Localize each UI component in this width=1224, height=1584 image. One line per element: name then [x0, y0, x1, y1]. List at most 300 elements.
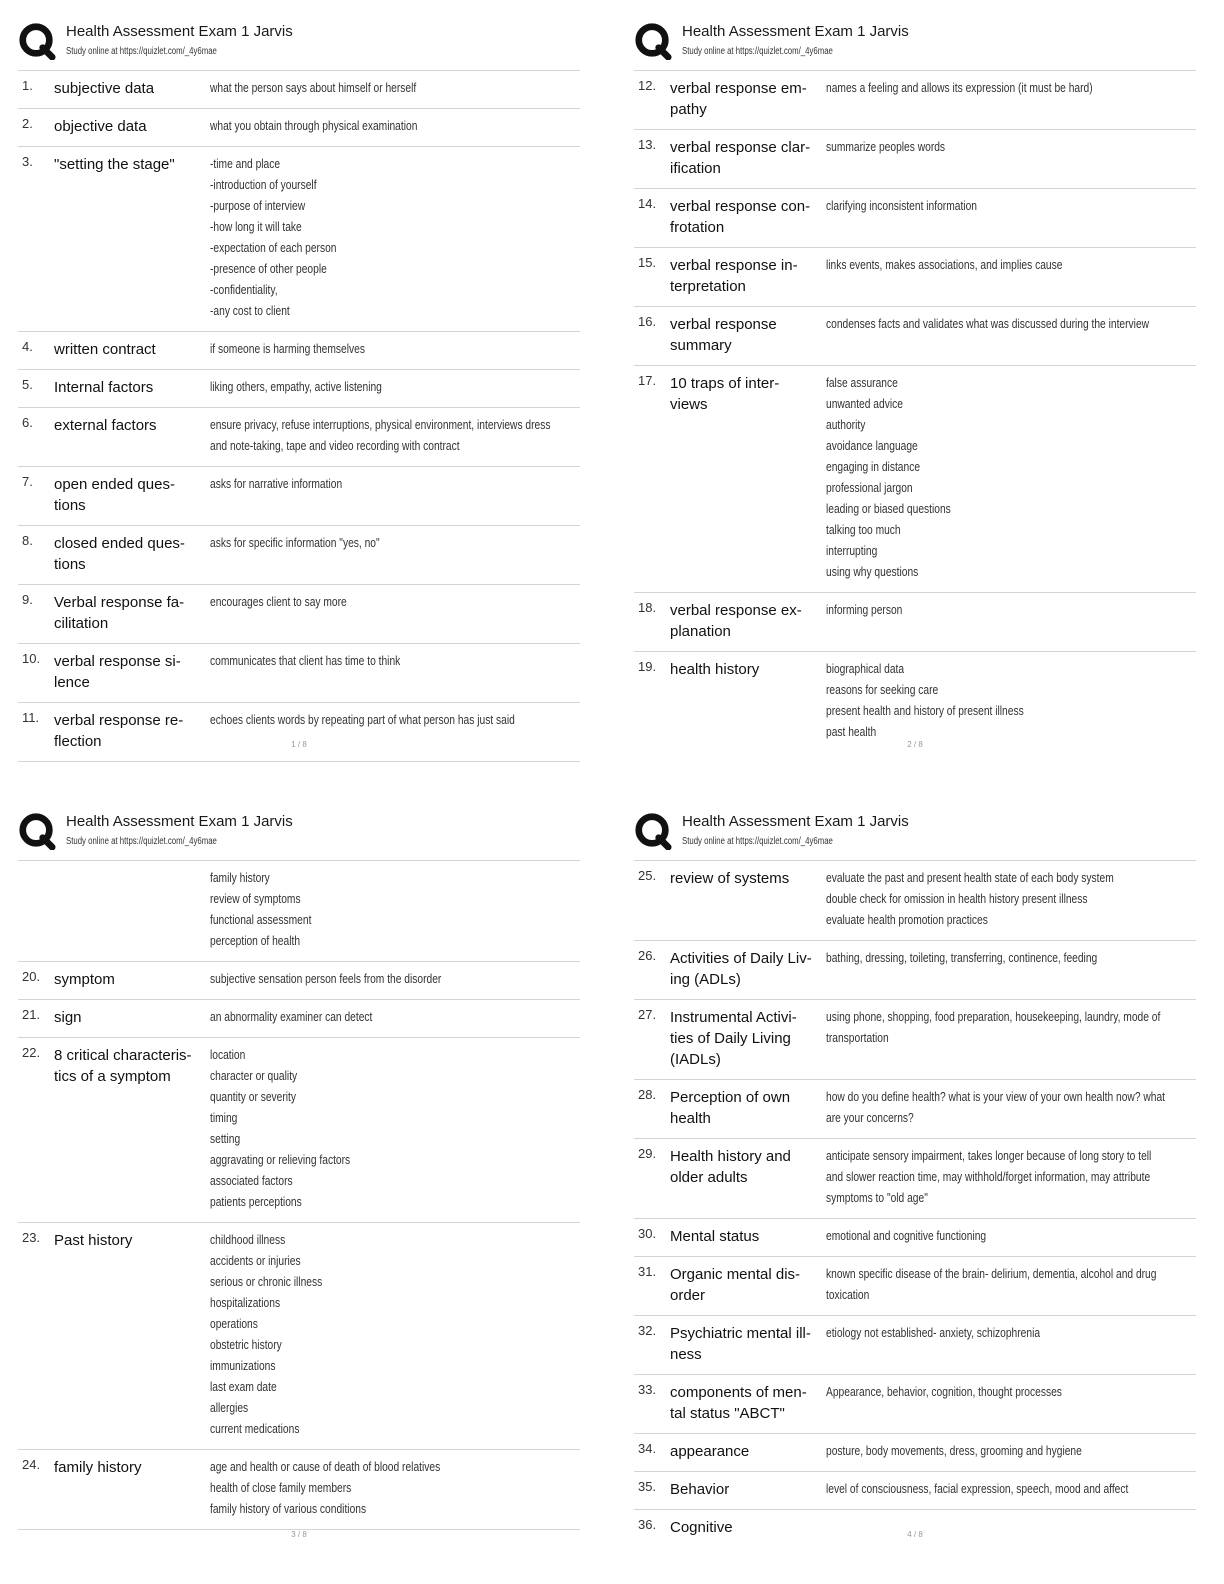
definition-line: associated factors: [210, 1174, 293, 1188]
term-line: tions: [54, 556, 86, 573]
card-number: 22.: [22, 1045, 41, 1060]
card-number: 24.: [22, 1457, 41, 1472]
definition-line: encourages client to say more: [210, 595, 347, 609]
card-term: [54, 592, 210, 634]
card-term: [670, 1087, 826, 1129]
card-number: 17.: [638, 373, 657, 388]
flashcard-row: [634, 248, 1196, 307]
definition-line: summarize peoples words: [826, 140, 946, 154]
card-definition: [826, 1382, 1196, 1424]
document-source-link[interactable]: Study online at https://quizlet.com/_4y6mae: [682, 836, 833, 847]
definition-line: clarifying inconsistent information: [826, 199, 977, 213]
definition-line: -time and place: [210, 157, 281, 171]
term-line: ing (ADLs): [670, 971, 741, 988]
card-term: [54, 651, 210, 693]
definition-line: quantity or severity: [210, 1090, 297, 1104]
term-line: verbal response ex-: [670, 602, 802, 619]
term-line: Instrumental Activi-: [670, 1009, 797, 1026]
card-term: [54, 1457, 210, 1520]
card-number: 10.: [22, 651, 41, 666]
definition-line: asks for specific information "yes, no": [210, 536, 380, 550]
definition-line: known specific disease of the brain- delirium, dementia, alcohol and drug: [826, 1267, 1157, 1281]
definition-line: perception of health: [210, 934, 301, 948]
card-definition: [826, 1007, 1196, 1070]
card-term: [54, 1230, 210, 1440]
term-line: verbal response con-: [670, 198, 811, 215]
document-source-link[interactable]: Study online at https://quizlet.com/_4y6mae: [682, 46, 833, 57]
definition-line: family history of various conditions: [210, 1502, 367, 1516]
card-definition: [210, 1457, 580, 1520]
card-number: 3.: [22, 154, 33, 169]
term-line: ification: [670, 160, 721, 177]
flashcard-row: [634, 1257, 1196, 1316]
flashcard-row: [18, 585, 580, 644]
flashcard-row: [18, 147, 580, 332]
definition-line: if someone is harming themselves: [210, 342, 365, 356]
definition-line: timing: [210, 1111, 238, 1125]
definition-line: present health and history of present illness: [826, 704, 1024, 718]
definition-line: how do you define health? what is your view of your own health now? what: [826, 1090, 1166, 1104]
card-definition: [210, 78, 580, 99]
flashcard-row: [634, 1316, 1196, 1375]
page-header: [634, 20, 1196, 71]
definition-line: talking too much: [826, 523, 901, 537]
quizlet-logo-icon: [634, 812, 672, 850]
flashcard-row: [18, 526, 580, 585]
card-term: [670, 659, 826, 743]
term-line: components of men-: [670, 1384, 807, 1401]
page-number: 2 / 8: [907, 740, 923, 749]
definition-line: and slower reaction time, may withhold/forget information, may attribute: [826, 1170, 1151, 1184]
term-line: Health history and: [670, 1148, 791, 1165]
definition-line: an abnormality examiner can detect: [210, 1010, 373, 1024]
definition-line: informing person: [826, 603, 903, 617]
card-term: [54, 116, 210, 137]
term-line: cilitation: [54, 615, 109, 632]
definition-line: character or quality: [210, 1069, 298, 1083]
card-definition: [210, 339, 580, 360]
card-term: [54, 868, 210, 952]
flashcard-row: [634, 1510, 1196, 1547]
card-definition: [826, 948, 1196, 990]
card-definition: [210, 154, 580, 322]
card-term: [670, 137, 826, 179]
definition-line: past health: [826, 725, 877, 739]
card-definition: [210, 474, 580, 516]
flashcard-row: [634, 366, 1196, 593]
definition-line: location: [210, 1048, 246, 1062]
term-line: sign: [54, 1009, 82, 1026]
term-line: Internal factors: [54, 379, 154, 396]
definition-line: health of close family members: [210, 1481, 352, 1495]
card-definition: [826, 1323, 1196, 1365]
definition-line: patients perceptions: [210, 1195, 302, 1209]
card-term: [670, 1226, 826, 1247]
card-term: [670, 1382, 826, 1424]
definition-line: age and health or cause of death of blood relatives: [210, 1460, 441, 1474]
definition-line: engaging in distance: [826, 460, 921, 474]
flashcard-row: [634, 1080, 1196, 1139]
definition-line: aggravating or relieving factors: [210, 1153, 351, 1167]
card-definition: [210, 969, 580, 990]
term-line: (IADLs): [670, 1051, 721, 1068]
page-4: [634, 810, 1196, 1580]
term-line: Past history: [54, 1232, 133, 1249]
term-line: open ended ques-: [54, 476, 175, 493]
card-term: [670, 1146, 826, 1209]
page-header: [18, 20, 580, 71]
card-definition: [210, 1007, 580, 1028]
definition-line: review of symptoms: [210, 892, 301, 906]
card-number: 20.: [22, 969, 41, 984]
card-term: [670, 948, 826, 990]
term-line: older adults: [670, 1169, 748, 1186]
definition-line: anticipate sensory impairment, takes longer because of long story to tell: [826, 1149, 1152, 1163]
definition-line: current medications: [210, 1422, 300, 1436]
term-line: review of systems: [670, 870, 790, 887]
card-term: [670, 1323, 826, 1365]
card-number: 36.: [638, 1517, 657, 1532]
card-term: [54, 154, 210, 322]
term-line: tics of a symptom: [54, 1068, 171, 1085]
definition-line: operations: [210, 1317, 258, 1331]
flashcard-row: [634, 941, 1196, 1000]
definition-line: biographical data: [826, 662, 905, 676]
card-number: 26.: [638, 948, 657, 963]
term-line: closed ended ques-: [54, 535, 185, 552]
flashcard-row: [634, 1434, 1196, 1472]
flashcard-row: [634, 189, 1196, 248]
definition-line: posture, body movements, dress, grooming and hygiene: [826, 1444, 1082, 1458]
card-number: 14.: [638, 196, 657, 211]
card-number: 31.: [638, 1264, 657, 1279]
term-line: health history: [670, 661, 760, 678]
term-line: ties of Daily Living: [670, 1030, 791, 1047]
definition-line: -expectation of each person: [210, 241, 337, 255]
card-number: 6.: [22, 415, 33, 430]
card-term: [54, 78, 210, 99]
flashcard-row: [634, 130, 1196, 189]
definition-line: double check for omission in health history present illness: [826, 892, 1088, 906]
card-term: [54, 533, 210, 575]
flashcard-row: [634, 1139, 1196, 1219]
flashcard-row: [18, 703, 580, 762]
document-title: Health Assessment Exam 1 Jarvis: [682, 813, 909, 830]
card-definition: [210, 415, 580, 457]
term-line: ness: [670, 1346, 702, 1363]
card-definition: [826, 600, 1196, 642]
card-term: [54, 339, 210, 360]
term-line: 8 critical characteris-: [54, 1047, 192, 1064]
definition-line: family history: [210, 871, 270, 885]
definition-line: interrupting: [826, 544, 878, 558]
term-line: symptom: [54, 971, 115, 988]
card-definition: [210, 868, 580, 952]
definition-line: etiology not established- anxiety, schizophrenia: [826, 1326, 1041, 1340]
term-line: verbal response clar-: [670, 139, 811, 156]
card-term: [54, 1007, 210, 1028]
card-term: [670, 1441, 826, 1462]
flashcard-row: [18, 861, 580, 962]
card-term: [670, 255, 826, 297]
flashcard-row: [18, 1000, 580, 1038]
definition-line: communicates that client has time to think: [210, 654, 401, 668]
card-definition: [826, 196, 1196, 238]
card-number: 12.: [638, 78, 657, 93]
card-definition: [826, 78, 1196, 120]
term-line: verbal response em-: [670, 80, 807, 97]
card-number: 29.: [638, 1146, 657, 1161]
term-line: Mental status: [670, 1228, 760, 1245]
card-term: [670, 196, 826, 238]
card-number: 28.: [638, 1087, 657, 1102]
term-line: Verbal response fa-: [54, 594, 185, 611]
definition-line: liking others, empathy, active listening: [210, 380, 382, 394]
definition-line: functional assessment: [210, 913, 312, 927]
flashcard-row: [18, 1450, 580, 1530]
term-line: views: [670, 396, 708, 413]
flashcard-row: [634, 71, 1196, 130]
term-line: verbal response: [670, 316, 777, 333]
card-number: 9.: [22, 592, 33, 607]
definition-line: professional jargon: [826, 481, 913, 495]
card-number: 30.: [638, 1226, 657, 1241]
definition-line: subjective sensation person feels from the disorder: [210, 972, 442, 986]
definition-line: names a feeling and allows its expression (it must be hard): [826, 81, 1093, 95]
card-definition: [210, 592, 580, 634]
card-number: 7.: [22, 474, 33, 489]
page-2: [634, 20, 1196, 790]
term-line: verbal response re-: [54, 712, 184, 729]
card-number: 27.: [638, 1007, 657, 1022]
term-line: "setting the stage": [54, 156, 175, 173]
page-number: 4 / 8: [907, 1530, 923, 1539]
definition-line: reasons for seeking care: [826, 683, 939, 697]
card-number: 15.: [638, 255, 657, 270]
definition-line: last exam date: [210, 1380, 277, 1394]
definition-line: what you obtain through physical examination: [210, 119, 418, 133]
term-line: Psychiatric mental ill-: [670, 1325, 811, 1342]
term-line: lence: [54, 674, 90, 691]
definition-line: condenses facts and validates what was discussed during the interview: [826, 317, 1150, 331]
term-line: Behavior: [670, 1481, 730, 1498]
definition-line: unwanted advice: [826, 397, 903, 411]
card-number: 34.: [638, 1441, 657, 1456]
definition-line: avoidance language: [826, 439, 918, 453]
term-line: written contract: [54, 341, 156, 358]
card-definition: [210, 377, 580, 398]
card-number: 32.: [638, 1323, 657, 1338]
term-line: external factors: [54, 417, 157, 434]
term-line: subjective data: [54, 80, 155, 97]
flashcard-row: [18, 408, 580, 467]
page-3: [18, 810, 580, 1580]
card-definition: [210, 1045, 580, 1213]
card-definition: [826, 255, 1196, 297]
definition-line: -any cost to client: [210, 304, 290, 318]
flashcard-row: [634, 1472, 1196, 1510]
card-definition: [826, 137, 1196, 179]
term-line: tal status "ABCT": [670, 1405, 785, 1422]
definition-line: emotional and cognitive functioning: [826, 1229, 987, 1243]
definition-line: serious or chronic illness: [210, 1275, 323, 1289]
definition-line: links events, makes associations, and implies cause: [826, 258, 1063, 272]
flashcard-row: [18, 71, 580, 109]
definition-line: Appearance, behavior, cognition, thought processes: [826, 1385, 1062, 1399]
card-definition: [826, 868, 1196, 931]
flashcard-row: [18, 644, 580, 703]
document-source-link[interactable]: Study online at https://quizlet.com/_4y6mae: [66, 836, 217, 847]
flashcard-row: [18, 1223, 580, 1450]
card-definition: [826, 314, 1196, 356]
card-term: [670, 78, 826, 120]
document-source-link[interactable]: Study online at https://quizlet.com/_4y6mae: [66, 46, 217, 57]
card-definition: [826, 1479, 1196, 1500]
card-number: 33.: [638, 1382, 657, 1397]
term-line: family history: [54, 1459, 142, 1476]
flashcard-row: [634, 1375, 1196, 1434]
term-line: frotation: [670, 219, 725, 236]
page-header: [18, 810, 580, 861]
flashcard-row: [18, 962, 580, 1000]
card-definition: [210, 116, 580, 137]
definition-line: false assurance: [826, 376, 898, 390]
definition-line: level of consciousness, facial expression, speech, mood and affect: [826, 1482, 1129, 1496]
card-number: 35.: [638, 1479, 657, 1494]
document-title: Health Assessment Exam 1 Jarvis: [66, 23, 293, 40]
term-line: Perception of own: [670, 1089, 791, 1106]
page-number: 1 / 8: [291, 740, 307, 749]
definition-line: using why questions: [826, 565, 919, 579]
flashcard-row: [634, 307, 1196, 366]
term-line: flection: [54, 733, 102, 750]
definition-line: evaluate the past and present health state of each body system: [826, 871, 1114, 885]
card-number: 8.: [22, 533, 33, 548]
card-number: [18, 868, 54, 952]
definition-line: what the person says about himself or herself: [210, 81, 417, 95]
definition-line: setting: [210, 1132, 241, 1146]
flashcard-row: [18, 1038, 580, 1223]
card-term: [670, 600, 826, 642]
flashcard-row: [634, 1219, 1196, 1257]
card-definition: [210, 651, 580, 693]
card-number: 1.: [22, 78, 33, 93]
term-line: appearance: [670, 1443, 750, 1460]
term-line: summary: [670, 337, 732, 354]
page-number: 3 / 8: [291, 1530, 307, 1539]
card-definition: [826, 373, 1196, 583]
definition-line: using phone, shopping, food preparation, housekeeping, laundry, mode of: [826, 1010, 1161, 1024]
definition-line: -purpose of interview: [210, 199, 306, 213]
definition-line: accidents or injuries: [210, 1254, 301, 1268]
quizlet-logo-icon: [18, 22, 56, 60]
card-number: 21.: [22, 1007, 41, 1022]
card-number: 25.: [638, 868, 657, 883]
definition-line: transportation: [826, 1031, 889, 1045]
term-line: 10 traps of inter-: [670, 375, 780, 392]
card-definition: [826, 1226, 1196, 1247]
page-1: [18, 20, 580, 790]
card-term: [54, 415, 210, 457]
term-line: planation: [670, 623, 731, 640]
flashcard-row: [634, 1000, 1196, 1080]
definition-line: toxication: [826, 1288, 870, 1302]
term-line: Activities of Daily Liv-: [670, 950, 812, 967]
card-term: [670, 314, 826, 356]
card-number: 18.: [638, 600, 657, 615]
card-definition: [826, 1146, 1196, 1209]
definition-line: -how long it will take: [210, 220, 302, 234]
definition-line: allergies: [210, 1401, 249, 1415]
card-number: 23.: [22, 1230, 41, 1245]
flashcard-row: [18, 109, 580, 147]
card-definition: [826, 1087, 1196, 1129]
document-title: Health Assessment Exam 1 Jarvis: [682, 23, 909, 40]
card-term: [670, 868, 826, 931]
definition-line: leading or biased questions: [826, 502, 951, 516]
flashcard-row: [18, 332, 580, 370]
document-title: Health Assessment Exam 1 Jarvis: [66, 813, 293, 830]
term-line: Organic mental dis-: [670, 1266, 801, 1283]
definition-line: echoes clients words by repeating part of what person has just said: [210, 713, 515, 727]
page-header: [634, 810, 1196, 861]
definition-line: asks for narrative information: [210, 477, 343, 491]
card-number: 11.: [22, 710, 40, 725]
card-term: [54, 377, 210, 398]
term-line: pathy: [670, 101, 707, 118]
card-number: 4.: [22, 339, 33, 354]
definition-line: authority: [826, 418, 866, 432]
definition-line: childhood illness: [210, 1233, 286, 1247]
card-number: 5.: [22, 377, 33, 392]
quizlet-logo-icon: [18, 812, 56, 850]
term-line: Cognitive: [670, 1519, 733, 1536]
flashcard-row: [634, 593, 1196, 652]
definition-line: ensure privacy, refuse interruptions, physical environment, interviews dress: [210, 418, 551, 432]
definition-line: and note-taking, tape and video recording with contract: [210, 439, 460, 453]
term-line: verbal response si-: [54, 653, 181, 670]
definition-line: bathing, dressing, toileting, transferring, continence, feeding: [826, 951, 1098, 965]
definition-line: obstetric history: [210, 1338, 282, 1352]
card-term: [670, 1007, 826, 1070]
term-line: health: [670, 1110, 711, 1127]
definition-line: -presence of other people: [210, 262, 327, 276]
definition-line: -confidentiality,: [210, 283, 278, 297]
card-definition: [210, 533, 580, 575]
term-line: tions: [54, 497, 86, 514]
card-term: [670, 1264, 826, 1306]
quizlet-logo-icon: [634, 22, 672, 60]
flashcard-row: [634, 861, 1196, 941]
card-definition: [826, 659, 1196, 743]
definition-line: immunizations: [210, 1359, 276, 1373]
definition-line: evaluate health promotion practices: [826, 913, 988, 927]
term-line: order: [670, 1287, 706, 1304]
term-line: objective data: [54, 118, 147, 135]
term-line: terpretation: [670, 278, 746, 295]
card-term: [54, 1045, 210, 1213]
term-line: verbal response in-: [670, 257, 798, 274]
card-number: 13.: [638, 137, 657, 152]
card-definition: [826, 1264, 1196, 1306]
definition-line: -introduction of yourself: [210, 178, 317, 192]
card-number: 16.: [638, 314, 657, 329]
card-definition: [826, 1441, 1196, 1462]
flashcard-row: [634, 652, 1196, 752]
card-definition: [210, 1230, 580, 1440]
definition-line: symptoms to "old age": [826, 1191, 928, 1205]
card-term: [54, 474, 210, 516]
